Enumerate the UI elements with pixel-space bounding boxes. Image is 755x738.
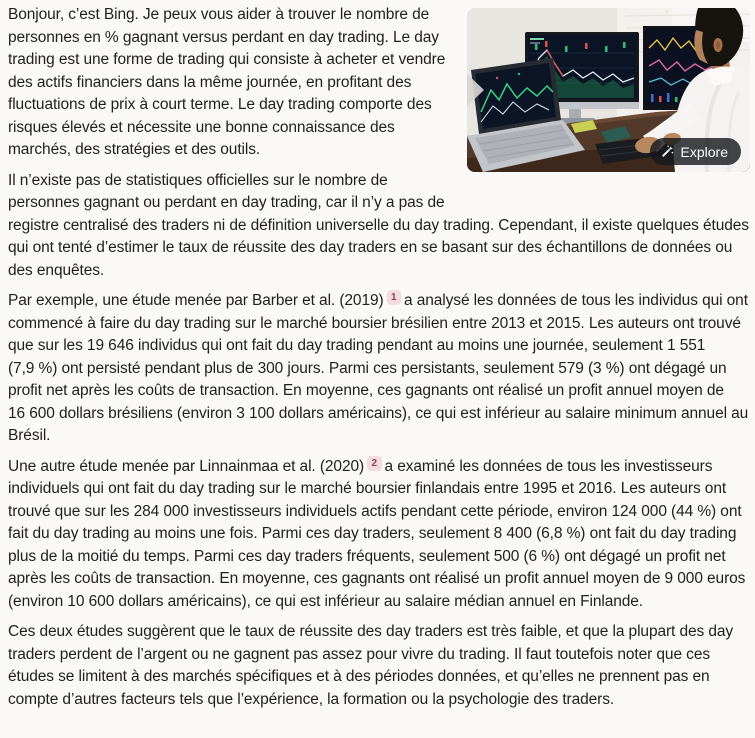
- paragraph-text: a examiné les données de tous les investisseurs individuels qui ont fait du day trading sur le marché boursier finlandais entre 1995 et 2016. Les auteurs ont trouvé que sur les 284 000 investisseurs individuels actifs pendant cette période, environ 124 000 (44 %) ont fait du day trading au moins une fois. Parmi ces day traders, seulement 8 400 (6,8 %) ont fait du day trading plus de la moitié du temps. Parmi ces day traders fréquents, seulement 500 (6 %) ont dégagé un profit net après les coûts de transaction. En moyenne, ces gagnants ont réalisé un profit annuel moyen de 9 000 euros (environ 10 600 dollars américains), ce qui est inférieur au salaire médian annuel en Finlande.: [8, 457, 750, 610]
- explore-button[interactable]: [650, 138, 741, 165]
- magic-wand-icon: [660, 144, 675, 159]
- message-paragraph: [8, 456, 750, 614]
- paragraph-text: Par exemple, une étude menée par Barber et al. (2019): [8, 292, 384, 309]
- paragraph-text: Une autre étude menée par Linnainmaa et al. (2020): [8, 457, 365, 475]
- paragraph-text: Il n’existe pas de statistiques officielles sur le nombre de personnes gagnant ou perdant en day trading, car il n’y a pas de registre centralisé des traders ni de définition universelle du day trading. Cependant, il existe quelques études qui ont tenté d’estimer le taux de réussite des day traders en se basant sur des échantillons de données ou des enquêtes.: [8, 171, 754, 279]
- message-paragraph: [8, 621, 750, 711]
- explore-button-label: Explore: [680, 143, 728, 160]
- paragraph-text: Bonjour, c’est Bing. Je peux vous aider à trouver le nombre de personnes en % gagnant versus perdant en day trading. Le day trading est une forme de trading qui consiste à acheter et vendre des actifs financiers dans la même journée, en profitant des fluctuations de prix à court terme. Le day trading comporte des risques élevés et nécessite une bonne connaissance des marchés, des stratégies et des outils.: [8, 6, 450, 158]
- paragraph-text: a analysé les données de tous les individus qui ont commencé à faire du day trading sur le marché boursier brésilien entre 2013 et 2015. Les auteurs ont trouvé que sur les 19 646 individus qui ont fait du day trading pendant au moins une journée, seulement 1 551 (7,9 %) ont persisté pendant plus de 300 jours. Parmi ces persistants, seulement 579 (3 %) ont dégagé un profit net après les coûts de transaction. En moyenne, ces gagnants ont réalisé un profit annuel moyen de 16 600 dollars brésiliens (environ 3 100 dollars américains), ce qui est inférieur au salaire minimum annuel au Brésil.: [8, 292, 753, 444]
- citation-link[interactable]: 2: [367, 456, 381, 471]
- paragraph-text: Ces deux études suggèrent que le taux de réussite des day traders est très faible, et que la plupart des day traders perdent de l’argent ou ne gagnent pas assez pour vivre du trading. Il faut toutefois noter que ces études se limitent à des marchés spécifiques et à des périodes données, et qu’elles ne prennent pas en compte d’autres facteurs tels que l’expérience, la formation ou la psychologie des traders.: [8, 623, 738, 708]
- message-paragraph: [8, 290, 753, 448]
- message-paragraph: [8, 170, 754, 283]
- citation-link[interactable]: 1: [387, 290, 401, 305]
- answer-image[interactable]: [467, 8, 750, 172]
